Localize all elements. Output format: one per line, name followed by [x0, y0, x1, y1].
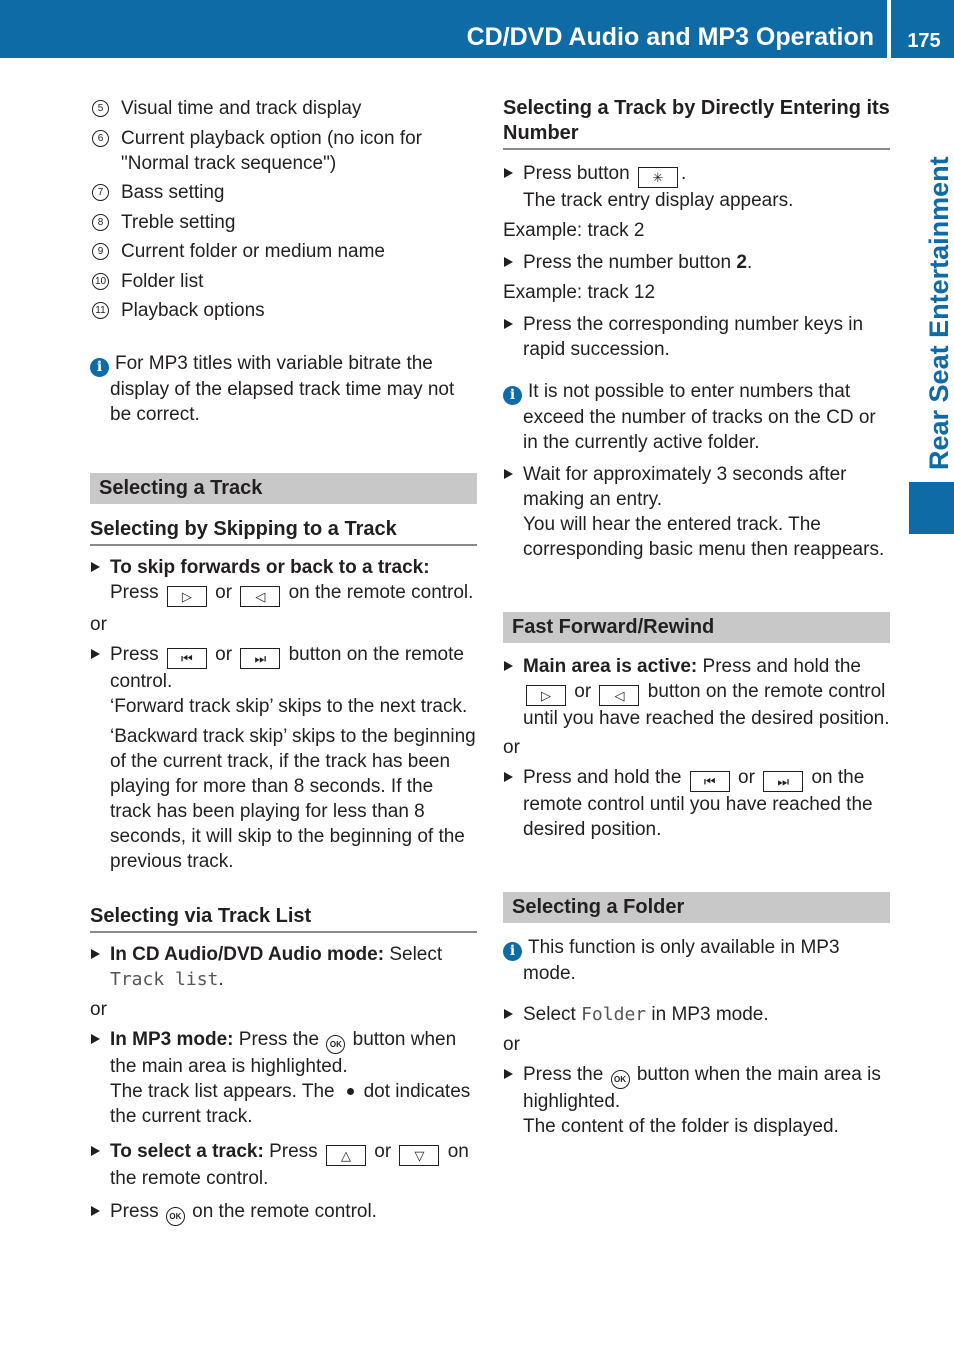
step-list-1: In CD Audio/DVD Audio mode: Select Track list.	[90, 942, 477, 992]
subheading-direct-entry: Selecting a Track by Directly Entering its Number	[503, 96, 890, 150]
info-note-mp3: i For MP3 titles with variable bitrate the display of the elapsed track time may not be correct.	[90, 351, 477, 427]
step-skip-1: To skip forwards or back to a track: Press ▷ or ◁ on the remote control.	[90, 555, 477, 607]
down-icon: ▽	[399, 1145, 439, 1166]
number-badge: 7	[92, 184, 109, 201]
legend-item	[90, 298, 477, 323]
step-ff-2: Press and hold the ⏮ or ⏭ on the remote control until you have reached the desired position.	[503, 765, 890, 842]
step-ff-1: Main area is active: Press and hold the ▷ or ◁ button on the remote control until you have reached the desired position.	[503, 654, 890, 731]
side-tab-label: Rear Seat Entertainment	[924, 156, 954, 470]
legend-item	[90, 210, 477, 235]
legend-item	[90, 269, 477, 294]
back-left-icon: ◁	[240, 586, 280, 607]
right-column	[503, 96, 890, 1139]
page-number: 175	[907, 30, 941, 52]
skip-back-icon: ⏮	[167, 648, 207, 669]
legend-item	[90, 239, 477, 264]
skip-forward-icon: ⏭	[240, 648, 280, 669]
skip-back-icon: ⏮	[690, 771, 730, 792]
step-direct-1: Press button ✳ . The track entry display appears.	[503, 161, 890, 213]
header-title: CD/DVD Audio and MP3 Operation	[466, 23, 874, 51]
example-track-12: Example: track 12	[503, 282, 656, 303]
legend-text: Visual time and track display	[121, 98, 362, 119]
page-header	[0, 0, 954, 58]
back-left-icon: ◁	[599, 685, 639, 706]
ok-button-icon: OK	[166, 1207, 185, 1226]
current-track-dot-icon	[347, 1088, 354, 1095]
numbered-legend	[90, 96, 477, 323]
info-icon: i	[90, 358, 109, 377]
subheading-track-list: Selecting via Track List	[90, 904, 477, 933]
ok-button-icon: OK	[326, 1035, 345, 1054]
step-direct-4: Wait for approximately 3 seconds after making an entry. You will hear the entered track. The corresponding basic menu then reappears.	[503, 462, 890, 562]
or-separator: or	[503, 737, 520, 758]
example-track-2: Example: track 2	[503, 220, 645, 241]
number-badge: 9	[92, 243, 109, 260]
subheading-skip: Selecting by Skipping to a Track	[90, 517, 477, 546]
step-folder-2: Press the OK button when the main area is highlighted. The content of the folder is displayed.	[503, 1062, 890, 1139]
legend-item	[90, 180, 477, 205]
legend-text: Playback options	[121, 300, 265, 321]
legend-text: Current folder or medium name	[121, 241, 385, 262]
or-separator: or	[503, 1034, 520, 1055]
left-column	[90, 96, 477, 1226]
number-badge: 8	[92, 214, 109, 231]
step-list-2: In MP3 mode: Press the OK button when the main area is highlighted. The track list appears. The dot indicates the current track.	[90, 1027, 477, 1129]
section-heading-selecting-track: Selecting a Track	[90, 473, 477, 504]
section-heading-folder: Selecting a Folder	[503, 892, 890, 923]
legend-item	[90, 126, 477, 176]
legend-text: Folder list	[121, 270, 204, 292]
play-right-icon: ▷	[167, 586, 207, 607]
info-icon: i	[503, 386, 522, 405]
play-right-icon: ▷	[526, 685, 566, 706]
info-note-folder: i This function is only available in MP3 mode.	[503, 935, 890, 986]
side-tab-marker	[909, 482, 954, 534]
legend-text: Bass setting	[121, 182, 225, 203]
info-note-exceed: i It is not possible to enter numbers that exceed the number of tracks on the CD or in the currently active folder.	[503, 379, 890, 455]
skip-forward-note: ‘Forward track skip’ skips to the next track.	[110, 696, 468, 717]
number-badge: 11	[92, 302, 109, 319]
ok-button-icon: OK	[611, 1070, 630, 1089]
number-badge: 5	[92, 100, 109, 117]
or-separator: or	[90, 999, 107, 1020]
step-folder-1: Select Folder in MP3 mode.	[503, 1002, 890, 1027]
up-icon: △	[326, 1145, 366, 1166]
section-heading-fast-forward: Fast Forward/Rewind	[503, 612, 890, 643]
info-icon: i	[503, 942, 522, 961]
number-badge: 10	[92, 273, 109, 290]
legend-item	[90, 96, 477, 121]
header-divider	[887, 0, 891, 58]
or-separator: or	[90, 614, 107, 635]
skip-forward-icon: ⏭	[763, 771, 803, 792]
step-direct-3: Press the corresponding number keys in rapid succession.	[503, 312, 890, 362]
legend-text: Treble setting	[121, 211, 236, 233]
step-list-3: To select a track: Press △ or ▽ on the remote control.	[90, 1139, 477, 1191]
step-list-4: Press OK on the remote control.	[90, 1199, 477, 1226]
number-badge: 6	[92, 130, 109, 147]
star-icon: ✳	[638, 167, 678, 188]
skip-backward-note: ‘Backward track skip’ skips to the beginning of the current track, if the track has been playing for more than 8 seconds. If the track has been playing for less than 8 seconds, it will skip to the beginning of the previous track.	[110, 726, 476, 872]
step-skip-2: Press ⏮ or ⏭ button on the remote control. ‘Forward track skip’ skips to the next track. ‘Backward track skip’ skips to the beginning of the current track, if the track has been playing for more than 8 seconds. If the track has been playing for less than 8 seconds, it will skip to the beginning of the previous track.	[90, 642, 477, 874]
legend-text: Current playback option (no icon for "Normal track sequence")	[121, 127, 422, 174]
step-direct-2: Press the number button 2.	[503, 250, 890, 275]
